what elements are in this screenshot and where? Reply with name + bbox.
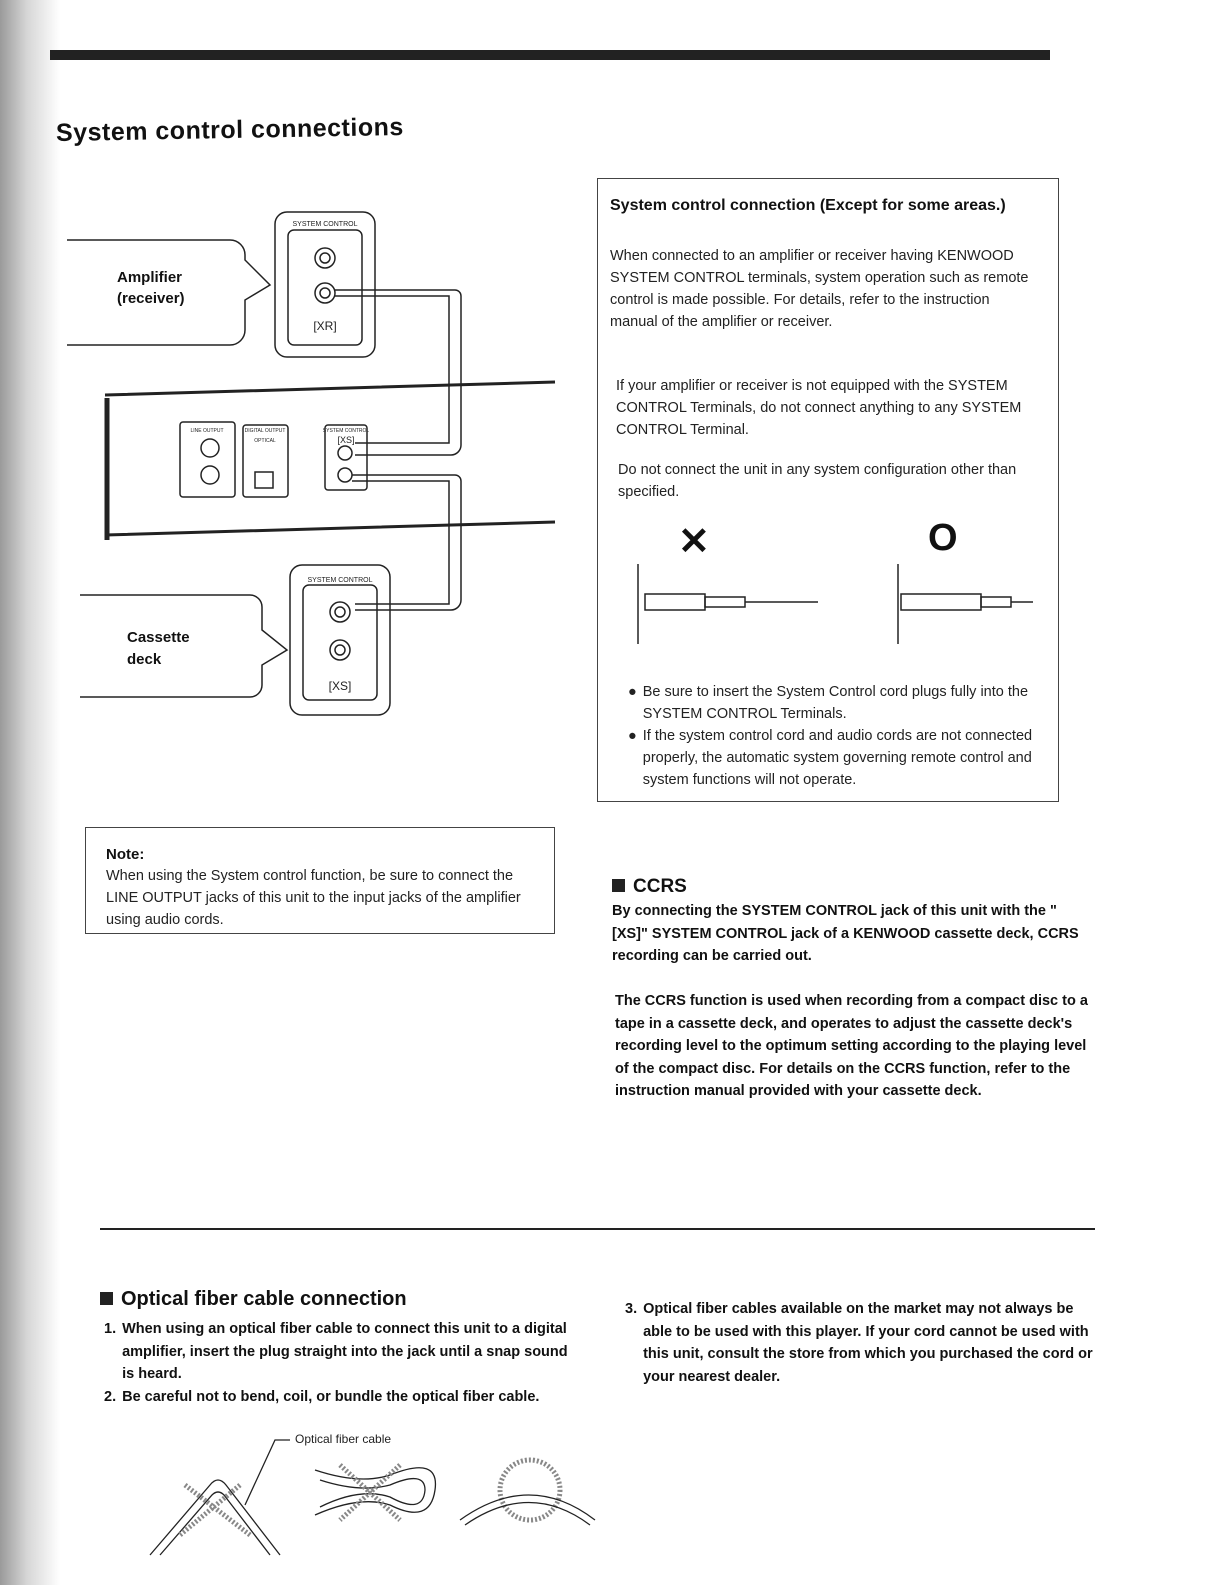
plug-insertion-illustration xyxy=(633,564,1033,654)
system-box-para2: If your amplifier or receiver is not equipped with the SYSTEM CONTROL Terminals, do not connect anything to any SYSTEM CONTROL Terminal. xyxy=(616,378,1022,438)
optical-list-2 xyxy=(625,1298,1100,1388)
system-box-para1: When connected to an amplifier or receiver having KENWOOD SYSTEM CONTROL terminals, system operation such as remote control is made possible. For details, refer to the instruction manual of the amplifier or receiver. xyxy=(610,248,1029,330)
section-divider xyxy=(100,1228,1095,1230)
scan-edge xyxy=(0,0,60,1585)
cassette-label-2: deck xyxy=(127,651,162,668)
bullet-item: ● If the system control cord and audio cords are not connected properly, the automatic system governing remote control and system functions will not operate. xyxy=(628,728,1033,788)
cable-handling-illustration xyxy=(140,1425,600,1565)
connection-diagram xyxy=(55,200,565,730)
unit-xs-mark: [XS] xyxy=(337,435,355,445)
note-title: Note: xyxy=(106,846,145,863)
system-box-heading: System control connection (Except for some areas.) xyxy=(610,197,1006,214)
note-box xyxy=(85,827,555,934)
amp-panel xyxy=(275,212,375,357)
list-item: 3. Optical fiber cables available on the market may not always be able to be used with this player. If your cord cannot be used with this unit, consult the store from which you purchased the cord or your nearest dealer. xyxy=(625,1301,1093,1385)
list-item: 2. Be careful not to bend, coil, or bundle the optical fiber cable. xyxy=(104,1388,540,1405)
unit-system-control-label: SYSTEM CONTROL xyxy=(322,428,370,434)
wrong-mark: ✕ xyxy=(678,521,710,563)
cassette-xs-mark: [XS] xyxy=(328,679,352,693)
optical-label: OPTICAL xyxy=(254,438,276,444)
system-box-para3: Do not connect the unit in any system configuration other than specified. xyxy=(618,462,1017,500)
square-bullet-icon xyxy=(100,1292,113,1305)
ccrs-para2: The CCRS function is used when recording from a compact disc to a tape in a cassette deck, and operates to adjust the cassette deck's recording level to the optimum setting according to the playing level of the compact disc. For details on the CCRS function, refer to the instruction manual provided with your cassette deck. xyxy=(615,993,1088,1099)
cassette-label: Cassette xyxy=(127,629,190,646)
system-box-bullets xyxy=(628,681,1048,791)
system-control-box xyxy=(597,178,1059,802)
cassette-callout xyxy=(80,595,287,697)
digital-output-label: DIGITAL OUTPUT xyxy=(244,428,286,434)
ccrs-heading: CCRS xyxy=(612,876,687,898)
optical-list xyxy=(104,1318,574,1408)
xr-mark: [XR] xyxy=(313,319,337,333)
optical-heading: Optical fiber cable connection xyxy=(100,1288,407,1311)
page-title: System control connections xyxy=(55,112,405,148)
right-mark: O xyxy=(928,517,958,559)
list-item: 1. When using an optical fiber cable to connect this unit to a digital amplifier, insert the plug straight into the jack until a snap sound is heard. xyxy=(104,1321,568,1382)
amplifier-label: Amplifier xyxy=(117,269,183,286)
bullet-item: ● Be sure to insert the System Control cord plugs fully into the SYSTEM CONTROL Terminals. xyxy=(628,684,1029,722)
amp-system-control-label: SYSTEM CONTROL xyxy=(292,221,358,228)
cassette-system-control-label: SYSTEM CONTROL xyxy=(307,577,373,584)
line-output-label: LINE OUTPUT xyxy=(190,428,224,434)
header-bar xyxy=(50,50,1050,60)
amplifier-label-2: (receiver) xyxy=(117,290,185,307)
note-text: When using the System control function, be sure to connect the LINE OUTPUT jacks of this unit to the input jacks of the amplifier using audio cords. xyxy=(106,868,521,928)
square-bullet-icon xyxy=(612,879,625,892)
cable-label: Optical fiber cable xyxy=(295,1432,392,1446)
ccrs-para1: By connecting the SYSTEM CONTROL jack of this unit with the "[XS]" SYSTEM CONTROL jack of a KENWOOD cassette deck, CCRS recording can be carried out. xyxy=(612,903,1079,964)
